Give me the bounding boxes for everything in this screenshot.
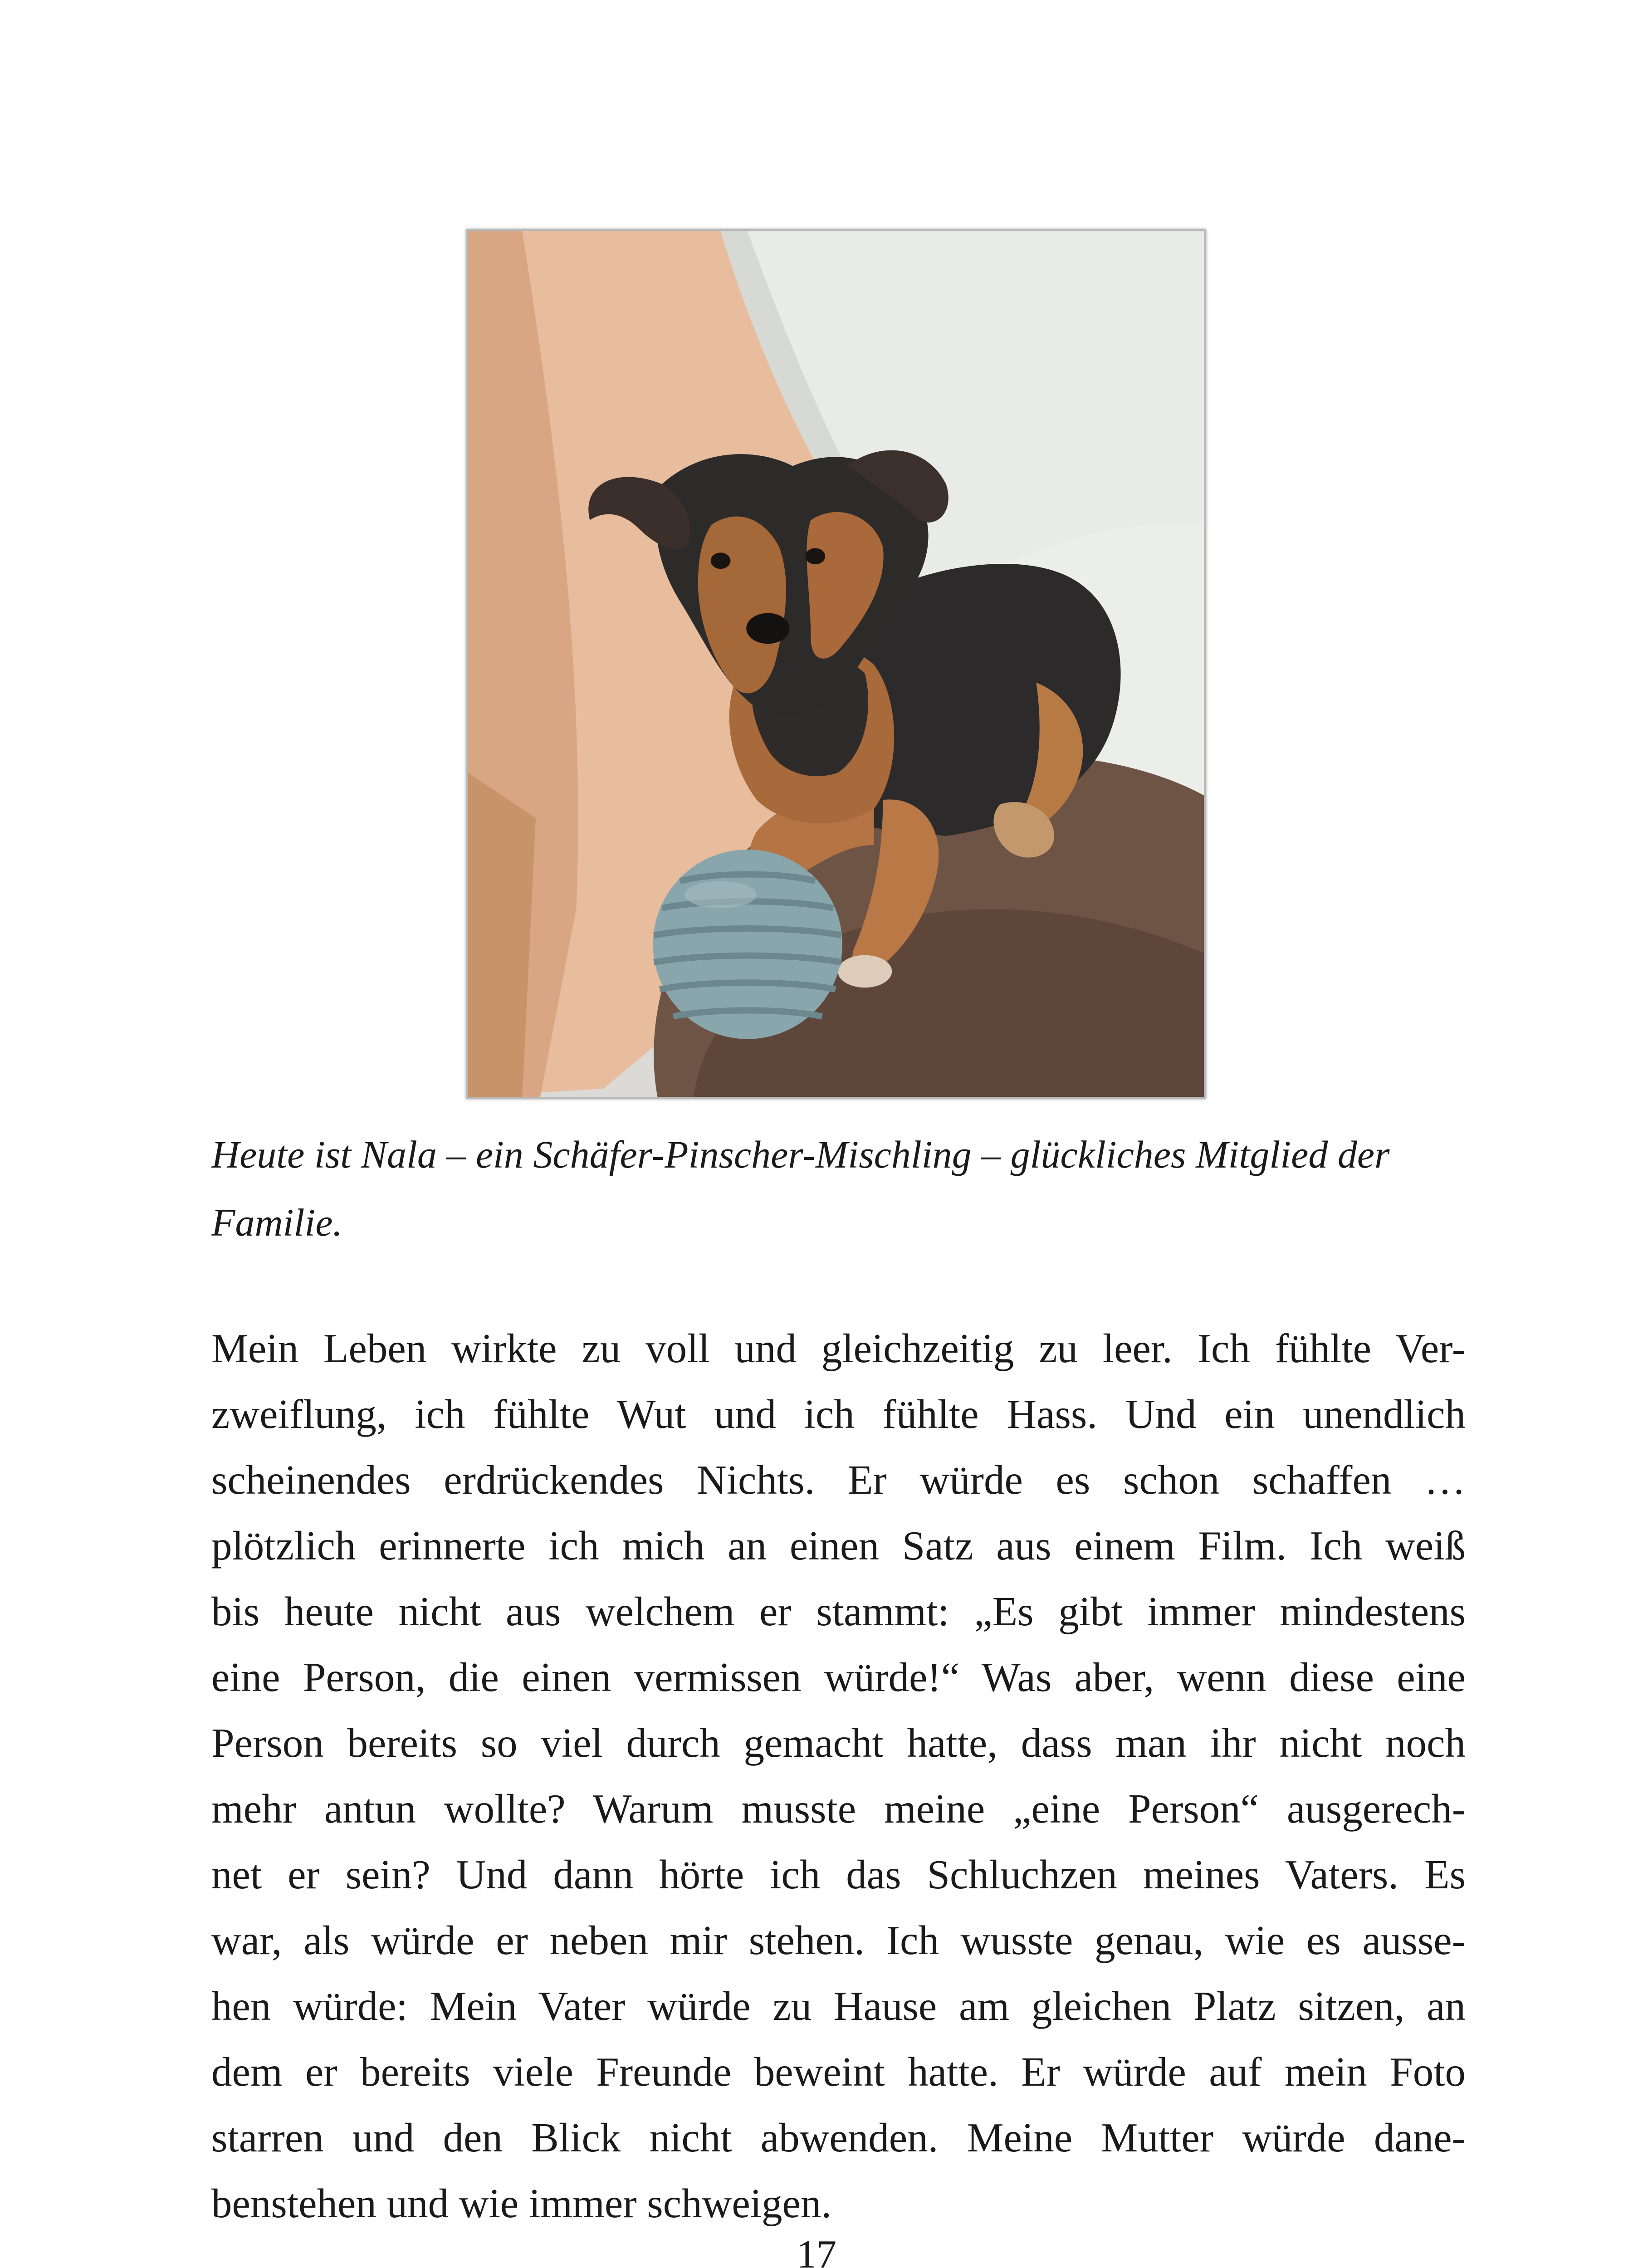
text-line: plötzlich erinnerte ich mich an einen Satz aus einem Film. Ich weiß	[211, 1523, 1466, 1569]
text-line: eine Person, die einen vermissen würde!“ Was aber, wenn diese eine	[211, 1654, 1466, 1700]
text-line: zweiflung, ich fühlte Wut und ich fühlte Hass. Und ein unendlich	[211, 1391, 1466, 1437]
text-line: scheinendes erdrückendes Nichts. Er würde es schon schaffen …	[211, 1457, 1466, 1503]
figure-caption: Heute ist Nala – ein Schäfer-Pinscher-Mischling – glückliches Mitglied der Familie.	[211, 1133, 1390, 1244]
text-line: starren und den Blick nicht abwenden. Meine Mutter würde dane-	[211, 2115, 1466, 2160]
text-line: war, als würde er neben mir stehen. Ich wusste genau, wie es ausse-	[211, 1917, 1466, 1963]
text-line: Person bereits so viel durch gemacht hatte, dass man ihr nicht noch	[211, 1720, 1466, 1766]
page-number: 17	[797, 2233, 836, 2268]
text-line: net er sein? Und dann hörte ich das Schluchzen meines Vaters. Es	[211, 1852, 1466, 1897]
text-line: mehr antun wollte? Warum musste meine „eine Person“ ausgerech-	[211, 1786, 1466, 1832]
text-line: benstehen und wie immer schweigen.	[211, 2180, 832, 2226]
text-line: bis heute nicht aus welchem er stammt: „Es gibt immer mindestens	[211, 1589, 1466, 1634]
text-line: Mein Leben wirkte zu voll und gleichzeitig zu leer. Ich fühlte Ver-	[211, 1325, 1466, 1371]
text-line: dem er bereits viele Freunde beweint hatte. Er würde auf mein Foto	[211, 2049, 1466, 2095]
dog-photo	[466, 229, 1206, 1099]
body-paragraph	[211, 1315, 1466, 2236]
dog-photo-illustration	[468, 231, 1204, 1097]
text-line: hen würde: Mein Vater würde zu Hause am gleichen Platz sitzen, an	[211, 1983, 1466, 2029]
